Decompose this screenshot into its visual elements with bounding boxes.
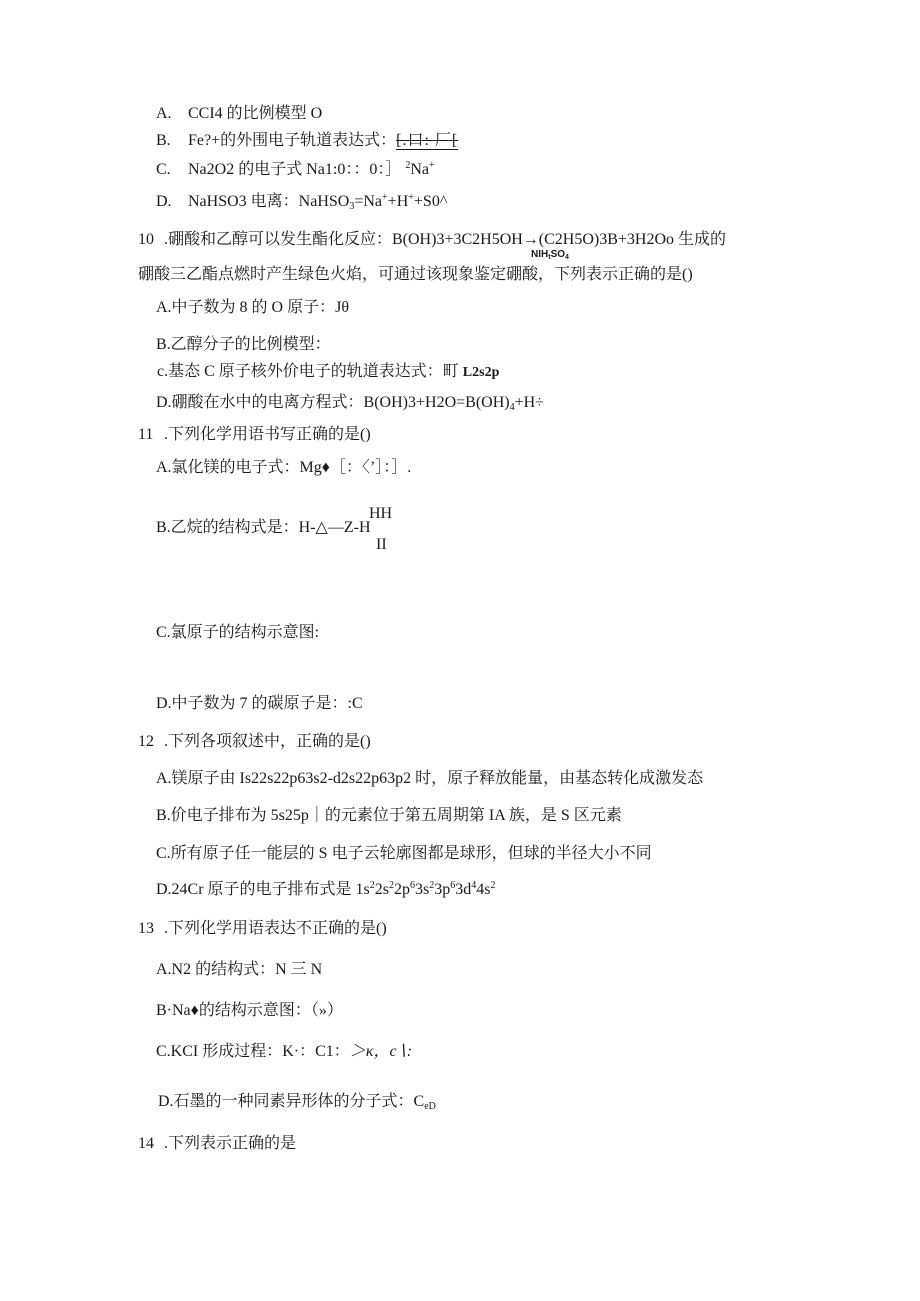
option-text: +H÷ (514, 394, 544, 411)
q9-option-d (156, 192, 447, 212)
option-text: D.石墨的一种同素异形体的分子式：C (158, 1093, 425, 1110)
q12-option-a: A.镁原子由 Is22s22p63s2-d2s22p63p2 时，原子释放能量，由基态转化成激发态 (156, 770, 704, 787)
superscript: 4 (471, 880, 477, 891)
option-text: =Na (354, 193, 383, 210)
superscript: 2 (429, 880, 435, 891)
catalyst-text: SO (550, 249, 566, 260)
option-text: Na2O2 的电子式 Na1:0：：0：］ (188, 161, 402, 178)
q11-option-a: A.氯化镁的电子式：Mg♦［：〈’］：］. (156, 459, 412, 476)
q12-option-c: C.所有原子任一能层的 S 电子云轮廓图都是球形，但球的半径大小不同 (156, 845, 652, 862)
q13-stem (138, 919, 387, 939)
q11-option-b: B.乙烷的结构式是：H-△—Z-H (156, 519, 371, 536)
question-number: 10 (138, 231, 154, 248)
option-label: D. (156, 193, 172, 210)
q11-option-b-top-h: HH (369, 505, 393, 522)
subscript: eD (424, 1101, 436, 1112)
catalyst-text: NIH (531, 249, 549, 260)
question-number: 14 (138, 1135, 154, 1152)
superscript: 2 (490, 880, 496, 891)
q12-option-b: B.价电子排布为 5s25p｜的元素位于第五周期第 IA 族，是 S 区元素 (156, 807, 622, 824)
subscript: 4 (509, 402, 515, 413)
option-text: NaHSO3 电离：NaHSO (188, 193, 350, 210)
option-label: B. (156, 132, 171, 149)
q13-option-a: A.N2 的结构式：N 三 N (156, 961, 323, 978)
orbital-text: 3s (415, 881, 430, 898)
q13-option-b: B·Na♦的结构示意图：（»） (156, 1002, 343, 1019)
superscript: 2 (369, 880, 375, 891)
q11-option-d: D.中子数为 7 的碳原子是：:C (156, 695, 363, 712)
option-label: C. (156, 161, 171, 178)
question-text: .硼酸和乙醇可以发生酯化反应：B(OH)3+3C2H5OH→(C2H5O)3B+3H2Oo 生成的 (164, 231, 727, 248)
q11-option-c: C.氯原子的结构示意图: (156, 624, 320, 641)
orbital-diagram-garbled: [.口: 厂[ (396, 132, 459, 149)
question-number: 11 (138, 426, 154, 443)
superscript: 2 (389, 880, 395, 891)
question-number: 13 (138, 920, 154, 937)
q14-stem (138, 1134, 296, 1154)
q13-option-c (156, 1042, 412, 1062)
question-text: .下列各项叙述中，正确的是() (164, 733, 371, 750)
option-text: CCI4 的比例模型 O (188, 105, 323, 122)
q13-option-d (158, 1092, 436, 1112)
option-text: Na (410, 161, 429, 178)
q9-option-c (156, 160, 435, 180)
q10-option-a: A.中子数为 8 的 O 原子：Jθ (156, 299, 350, 316)
option-label: A. (156, 105, 172, 122)
electron-configuration (370, 881, 496, 898)
orbital-text: 3p (434, 881, 451, 898)
option-text: +H (387, 193, 409, 210)
subscript: 3 (349, 201, 355, 212)
subscript: 4 (565, 254, 569, 261)
orbital-label: L2s2p (462, 365, 500, 380)
q12-stem (138, 732, 371, 752)
option-text: C.KCI 形成过程：K·：C1： (156, 1043, 350, 1060)
q10-stem-line2: 硼酸三乙酯点燃时产生绿色火焰，可通过该现象鉴定硼酸，下列表示正确的是() (138, 266, 693, 283)
q9-option-b (156, 131, 458, 151)
question-text: .下列化学用语书写正确的是() (164, 426, 371, 443)
reaction-catalyst-label (531, 249, 569, 261)
superscript: 6 (410, 880, 416, 891)
question-text: .下列化学用语表达不正确的是() (164, 920, 387, 937)
formation-process-garbled: ＞κ，c∖: (349, 1043, 413, 1060)
option-text: c.基态 C 原子核外价电子的轨道表达式：町 (157, 363, 463, 380)
q10-option-c (157, 362, 499, 383)
question-text: .下列表示正确的是 (164, 1135, 297, 1152)
option-text: +S0^ (413, 193, 448, 210)
q9-option-a (156, 104, 322, 124)
subscript: t (548, 254, 551, 261)
superscript: + (408, 192, 414, 203)
orbital-text: 4s (476, 881, 491, 898)
q10-stem-line1 (138, 230, 726, 250)
q11-stem (138, 425, 371, 445)
option-text: D.24Cr 原子的电子排布式是 1s (156, 881, 370, 898)
option-text: D.硼酸在水中的电离方程式：B(OH)3+H2O=B(OH) (156, 394, 510, 411)
q12-option-d (156, 880, 496, 900)
q11-option-b-bottom-h: II (376, 536, 387, 553)
superscript: + (382, 192, 388, 203)
orbital-text: 3d (455, 881, 472, 898)
option-text: Fe?+的外围电子轨道表达式： (188, 132, 397, 149)
q10-option-d (156, 393, 544, 413)
orbital-text: 2p (394, 881, 411, 898)
superscript: 2 (405, 160, 411, 171)
question-number: 12 (138, 733, 154, 750)
superscript: + (428, 160, 435, 171)
orbital-text: 2s (374, 881, 390, 898)
q10-option-b: B.乙醇分子的比例模型： (156, 336, 331, 353)
superscript: 6 (450, 880, 456, 891)
